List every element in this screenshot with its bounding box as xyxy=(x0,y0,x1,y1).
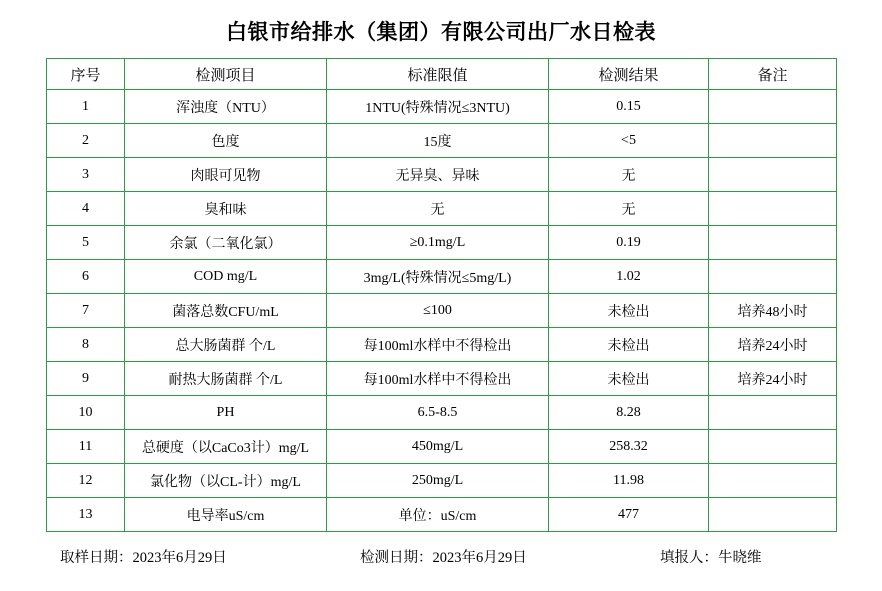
cell-no: 9 xyxy=(47,362,125,396)
table-header-row xyxy=(47,59,837,90)
cell-no: 1 xyxy=(47,90,125,124)
column-header-result: 检测结果 xyxy=(549,59,709,90)
cell-note: 培养24小时 xyxy=(709,328,837,362)
table-row xyxy=(47,192,837,226)
cell-limit: ≥0.1mg/L xyxy=(327,226,549,260)
table-row xyxy=(47,294,837,328)
cell-result: 8.28 xyxy=(549,396,709,430)
cell-limit: 6.5-8.5 xyxy=(327,396,549,430)
cell-item: 电导率uS/cm xyxy=(125,498,327,532)
cell-limit: 3mg/L(特殊情况≤5mg/L) xyxy=(327,260,549,294)
cell-item: 耐热大肠菌群 个/L xyxy=(125,362,327,396)
cell-note xyxy=(709,260,837,294)
table-row xyxy=(47,396,837,430)
column-header-item: 检测项目 xyxy=(125,59,327,90)
cell-result: 未检出 xyxy=(549,294,709,328)
cell-no: 6 xyxy=(47,260,125,294)
water-quality-table xyxy=(46,58,837,532)
cell-no: 3 xyxy=(47,158,125,192)
cell-no: 8 xyxy=(47,328,125,362)
table-container xyxy=(0,58,882,532)
table-body xyxy=(47,90,837,532)
cell-item: 肉眼可见物 xyxy=(125,158,327,192)
cell-limit: 1NTU(特殊情况≤3NTU) xyxy=(327,90,549,124)
cell-note xyxy=(709,192,837,226)
cell-note xyxy=(709,158,837,192)
cell-no: 11 xyxy=(47,430,125,464)
cell-item: COD mg/L xyxy=(125,260,327,294)
table-row xyxy=(47,260,837,294)
cell-limit: 无 xyxy=(327,192,549,226)
cell-limit: 每100ml水样中不得检出 xyxy=(327,328,549,362)
cell-no: 2 xyxy=(47,124,125,158)
cell-limit: 450mg/L xyxy=(327,430,549,464)
cell-note xyxy=(709,124,837,158)
cell-no: 7 xyxy=(47,294,125,328)
table-row xyxy=(47,226,837,260)
cell-result: 无 xyxy=(549,158,709,192)
table-row xyxy=(47,158,837,192)
table-row xyxy=(47,430,837,464)
cell-item: 总硬度（以CaCo3计）mg/L xyxy=(125,430,327,464)
cell-note xyxy=(709,464,837,498)
column-header-no: 序号 xyxy=(47,59,125,90)
cell-result: 1.02 xyxy=(549,260,709,294)
cell-result: 0.15 xyxy=(549,90,709,124)
table-header xyxy=(47,59,837,90)
table-row xyxy=(47,328,837,362)
cell-note: 培养24小时 xyxy=(709,362,837,396)
test-date: 检测日期：2023年6月29日 xyxy=(360,550,527,566)
page-title: 白银市给排水（集团）有限公司出厂水日检表 xyxy=(226,20,656,44)
cell-limit: 单位：uS/cm xyxy=(327,498,549,532)
table-row xyxy=(47,124,837,158)
cell-note xyxy=(709,430,837,464)
cell-no: 10 xyxy=(47,396,125,430)
cell-limit: 250mg/L xyxy=(327,464,549,498)
cell-item: 氯化物（以CL-计）mg/L xyxy=(125,464,327,498)
cell-limit: 15度 xyxy=(327,124,549,158)
cell-item: 菌落总数CFU/mL xyxy=(125,294,327,328)
cell-result: 未检出 xyxy=(549,328,709,362)
cell-item: 臭和味 xyxy=(125,192,327,226)
cell-item: 色度 xyxy=(125,124,327,158)
table-row xyxy=(47,464,837,498)
filler-name: 填报人：牛晓维 xyxy=(660,550,762,566)
cell-limit: 每100ml水样中不得检出 xyxy=(327,362,549,396)
cell-item: PH xyxy=(125,396,327,430)
cell-result: 477 xyxy=(549,498,709,532)
cell-result: 11.98 xyxy=(549,464,709,498)
table-row xyxy=(47,362,837,396)
column-header-note: 备注 xyxy=(709,59,837,90)
cell-result: 无 xyxy=(549,192,709,226)
sample-date: 取样日期：2023年6月29日 xyxy=(60,550,227,566)
cell-note xyxy=(709,226,837,260)
cell-item: 总大肠菌群 个/L xyxy=(125,328,327,362)
table-row xyxy=(47,498,837,532)
cell-limit: 无异臭、异味 xyxy=(327,158,549,192)
column-header-limit: 标准限值 xyxy=(327,59,549,90)
table-row xyxy=(47,90,837,124)
cell-note xyxy=(709,498,837,532)
cell-result: 0.19 xyxy=(549,226,709,260)
cell-no: 4 xyxy=(47,192,125,226)
cell-result: 258.32 xyxy=(549,430,709,464)
cell-note xyxy=(709,396,837,430)
cell-result: 未检出 xyxy=(549,362,709,396)
cell-no: 5 xyxy=(47,226,125,260)
footer xyxy=(0,532,882,567)
cell-item: 浑浊度（NTU） xyxy=(125,90,327,124)
cell-no: 12 xyxy=(47,464,125,498)
cell-note xyxy=(709,90,837,124)
cell-note: 培养48小时 xyxy=(709,294,837,328)
cell-result: <5 xyxy=(549,124,709,158)
cell-no: 13 xyxy=(47,498,125,532)
cell-item: 余氯（二氧化氯） xyxy=(125,226,327,260)
cell-limit: ≤100 xyxy=(327,294,549,328)
